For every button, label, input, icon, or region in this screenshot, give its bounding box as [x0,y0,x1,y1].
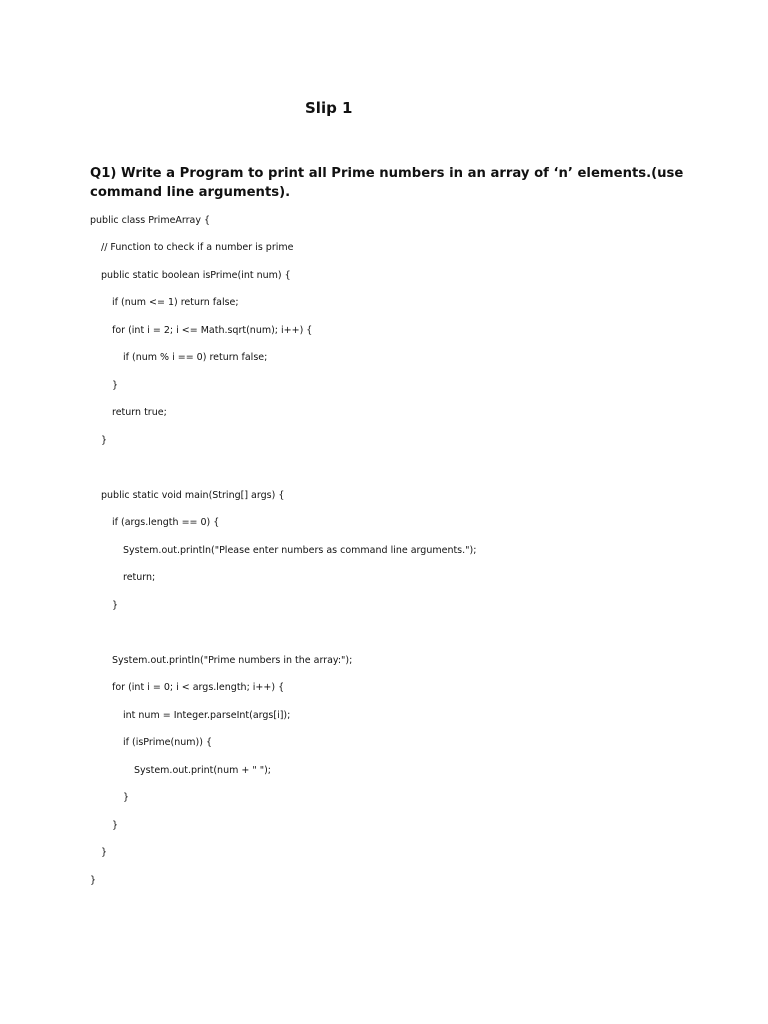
code-line: System.out.print(num + " "); [134,765,272,776]
code-line: public static void main(String[] args) { [101,490,285,501]
code-line: if (args.length == 0) { [112,517,220,528]
code-line: for (int i = 0; i < args.length; i++) { [112,682,285,693]
code-line: if (num <= 1) return false; [112,297,239,308]
code-line: return; [123,572,156,583]
code-line: } [112,820,119,831]
code-line: System.out.println("Prime numbers in the array:"); [112,655,353,666]
code-line: } [90,875,97,886]
code-line: for (int i = 2; i <= Math.sqrt(num); i++) { [112,325,313,336]
code-line: } [112,380,119,391]
page-title: Slip 1 [305,99,353,117]
code-line: System.out.println("Please enter numbers as command line arguments."); [123,545,477,556]
code-line: } [101,847,108,858]
code-line: } [101,435,108,446]
code-line: return true; [112,407,167,418]
code-line: } [112,600,119,611]
code-line: public static boolean isPrime(int num) { [101,270,291,281]
code-line: public class PrimeArray { [90,215,211,226]
code-line: // Function to check if a number is prime [101,242,294,253]
question-text: Q1) Write a Program to print all Prime numbers in an array of ‘n’ elements.(use command line arguments). [90,166,684,200]
code-line: if (isPrime(num)) { [123,737,212,748]
code-line: if (num % i == 0) return false; [123,352,268,363]
code-line: int num = Integer.parseInt(args[i]); [123,710,291,721]
code-line: } [123,792,130,803]
